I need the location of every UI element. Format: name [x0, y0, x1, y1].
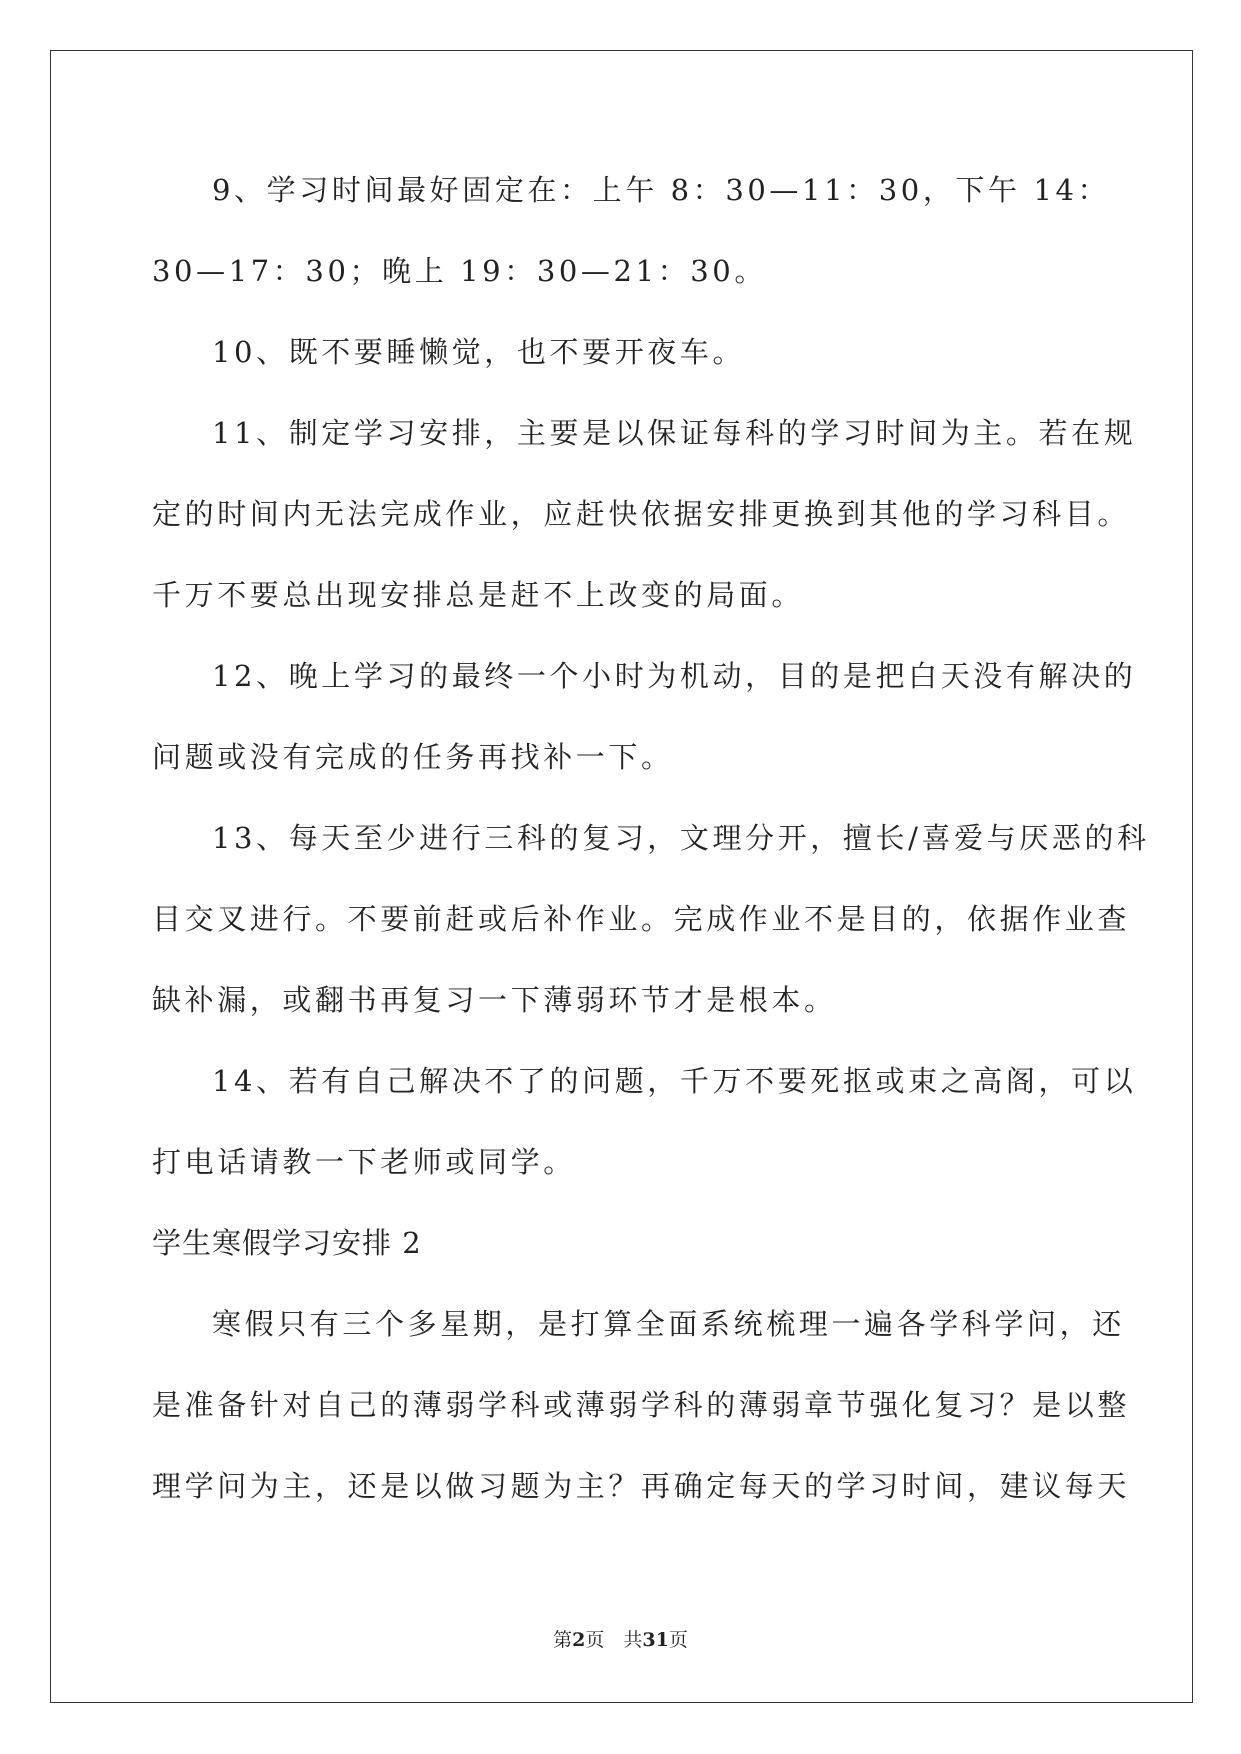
text-line: 问题或没有完成的任务再找补一下。 [152, 740, 674, 774]
text-line: 10、既不要睡懒觉，也不要开夜车。 [212, 335, 746, 369]
text-line: 理学问为主，还是以做习题为主？再确定每天的学习时间，建议每天 [152, 1469, 1131, 1503]
text-line: 寒假只有三个多星期，是打算全面系统梳理一遍各学科学问，还 [212, 1307, 1125, 1341]
footer-prefix: 第 [553, 1629, 573, 1651]
footer-mid: 页 共 [585, 1629, 643, 1651]
page-footer [0, 1628, 1241, 1652]
text-line: 14、若有自己解决不了的问题，千万不要死抠或束之高阁，可以 [212, 1064, 1137, 1098]
paragraph-item-10 [152, 312, 1089, 393]
paragraph-item-14 [152, 1041, 1137, 1203]
document-body [152, 150, 1150, 1527]
text-line: 13、每天至少进行三科的复习，文理分开，擅长/喜爱与厌恶的科 [212, 821, 1150, 855]
paragraph-item-11 [152, 393, 1137, 636]
text-line: 30—17：30；晚上 19：30—21：30。 [152, 254, 767, 288]
text-line: 11、制定学习安排，主要是以保证每科的学习时间为主。若在规 [212, 416, 1137, 450]
text-line: 打电话请教一下老师或同学。 [152, 1145, 576, 1179]
text-line: 缺补漏，或翻书再复习一下薄弱环节才是根本。 [152, 983, 837, 1017]
text-line: 9、学习时间最好固定在：上午 8：30—11：30，下午 14： [212, 173, 1111, 207]
footer-suffix: 页 [668, 1629, 688, 1651]
text-line: 12、晚上学习的最终一个小时为机动，目的是把白天没有解决的 [212, 659, 1137, 693]
section-heading: 学生寒假学习安排 2 [152, 1226, 422, 1260]
text-line: 定的时间内无法完成作业，应赶快依据安排更换到其他的学习科目。 [152, 497, 1131, 531]
paragraph-item-13 [152, 798, 1150, 1041]
paragraph-item-12 [152, 636, 1137, 798]
text-line: 千万不要总出现安排总是赶不上改变的局面。 [152, 578, 805, 612]
text-line: 目交叉进行。不要前赶或后补作业。完成作业不是目的，依据作业查 [152, 902, 1131, 936]
current-page-number: 2 [572, 1629, 586, 1651]
paragraph-item-9 [152, 150, 1111, 312]
text-line: 是准备针对自己的薄弱学科或薄弱学科的薄弱章节强化复习？是以整 [152, 1388, 1131, 1422]
intro-paragraph [152, 1284, 1131, 1527]
total-page-count: 31 [642, 1629, 669, 1651]
